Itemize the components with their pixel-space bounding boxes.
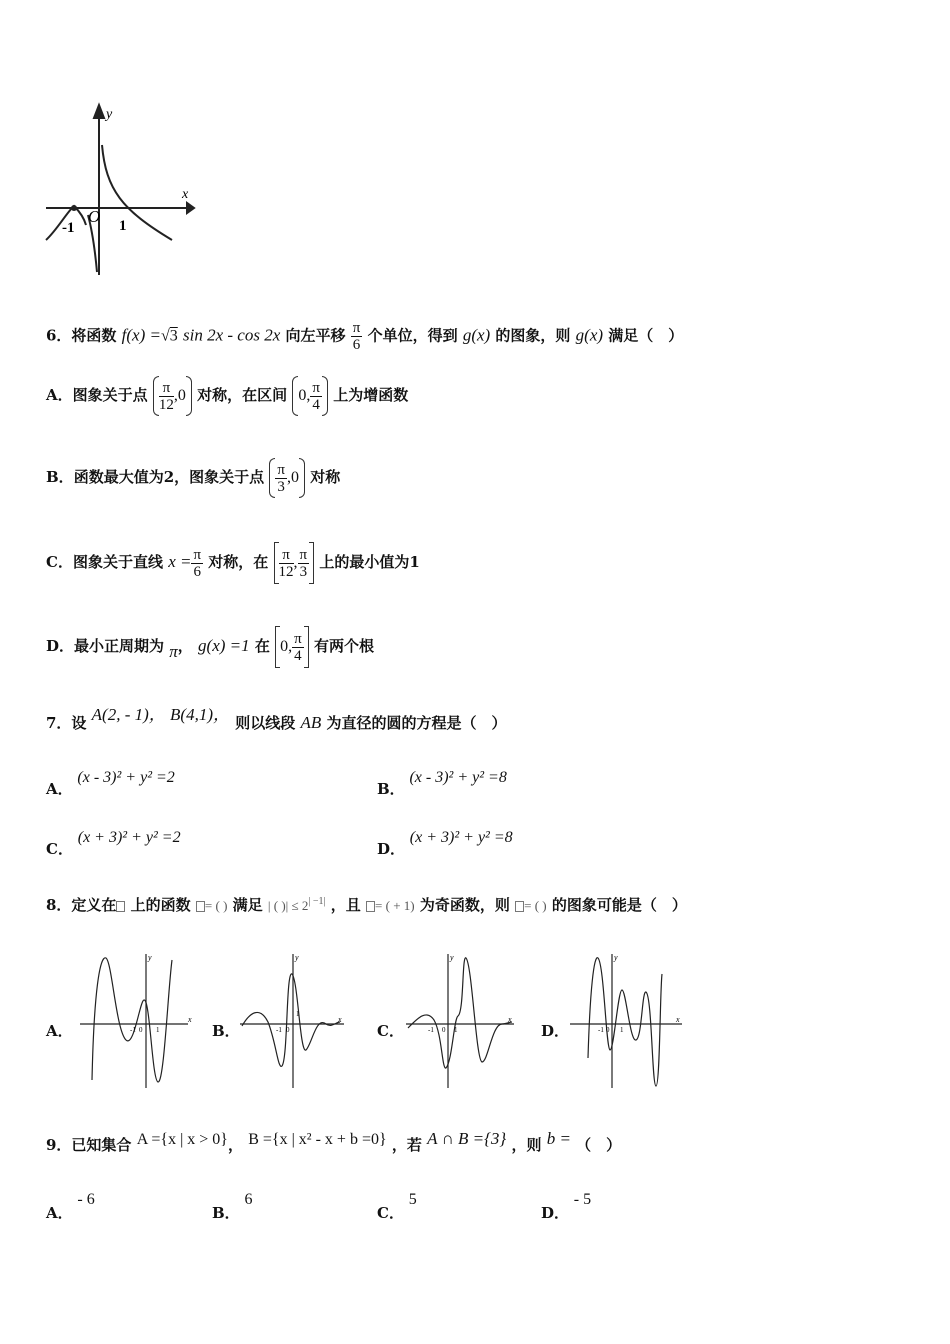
question-8-graph-c[interactable]	[402, 950, 520, 1090]
svg-text:0: 0	[286, 1026, 290, 1034]
question-9-option-a[interactable]: A． - 6	[46, 1191, 95, 1222]
svg-text:-1: -1	[276, 1026, 282, 1034]
question-6-option-d[interactable]: D．最小正周期为 π， g(x) =1 在 0, $\frac{\pi}{4}$ 有两个根	[46, 626, 374, 668]
question-8-label-c[interactable]: C．	[377, 1022, 404, 1040]
question-6-option-c[interactable]: C．图象关于直线 x = $\frac{\pi}{6}$ 对称，在 $\frac{\pi}{12}$ , $\frac{\pi}{3}$ 上的最小值为1	[46, 542, 420, 584]
svg-text:-1: -1	[598, 1026, 604, 1034]
svg-text:-1: -1	[130, 1026, 136, 1034]
question-9-option-c[interactable]: C． 5	[377, 1191, 417, 1222]
question-7-option-c[interactable]: C． (x + 3)² + y² =2	[46, 829, 181, 858]
question-7-stem: 7．设 A(2, - 1)， B(4,1)， 则以线段 AB 为直径的圆的方程是（ ）	[46, 705, 507, 732]
svg-text:0: 0	[139, 1026, 143, 1034]
svg-text:-1: -1	[428, 1026, 434, 1034]
top-function-graph	[42, 100, 202, 280]
x-axis-arrow	[187, 203, 194, 213]
y-axis-arrow	[94, 105, 104, 118]
svg-text:x: x	[508, 1015, 512, 1024]
svg-text:x: x	[188, 1015, 192, 1024]
question-7-option-d[interactable]: D． (x + 3)² + y² =8	[377, 829, 513, 858]
svg-text:1: 1	[296, 1010, 300, 1018]
question-8-graph-d[interactable]	[566, 950, 688, 1090]
question-7-option-b[interactable]: B． (x - 3)² + y² =8	[377, 769, 507, 798]
missing-glyph-icon	[515, 901, 524, 912]
question-6-option-a[interactable]: A．图象关于点 $\frac{\pi}{12}$ ,0 对称，在区间 0, $\frac{\pi}{4}$ 上为增函数	[46, 376, 408, 416]
question-9-stem: 9．已知集合 A ={x | x > 0}， B ={x | x² - x + b =0} ，若 A ∩ B ={3} ，则 b = （ ）	[46, 1129, 622, 1154]
svg-text:y: y	[450, 953, 454, 962]
question-7-option-a[interactable]: A． (x - 3)² + y² =2	[46, 769, 175, 798]
svg-text:0: 0	[606, 1026, 610, 1034]
origin-label: O	[88, 207, 101, 226]
svg-text:1: 1	[156, 1026, 160, 1034]
question-8-label-b[interactable]: B．	[212, 1022, 240, 1040]
x-axis-label: x	[182, 187, 189, 202]
question-8-graph-a[interactable]	[76, 950, 196, 1090]
missing-glyph-icon	[116, 901, 125, 912]
svg-text:y: y	[295, 953, 299, 962]
question-6-stem: 6．将函数 f(x) =√3 sin 2x - cos 2x 向左平移 $\frac{\pi}{6}$ 个单位，得到 g(x) 的图象，则 g(x) 满足（ ）	[46, 320, 684, 353]
question-9-option-d[interactable]: D． - 5	[541, 1191, 592, 1222]
tick-1: 1	[119, 218, 127, 234]
svg-text:x: x	[338, 1015, 342, 1024]
svg-text:y: y	[614, 953, 618, 962]
question-8-stem: 8．定义在 上的函数 = ( ) 满足 | ( )| ≤ $2^{| -1|}$ ，且 = ( + 1) 为奇函数，则 = ( ) 的图象可能是（ ）	[46, 896, 687, 914]
svg-text:1: 1	[454, 1026, 458, 1034]
missing-glyph-icon	[366, 901, 375, 912]
question-6-option-b[interactable]: B．函数最大值为2，图象关于点 $\frac{\pi}{3}$ ,0 对称	[46, 458, 340, 498]
tick-neg1: -1	[62, 220, 75, 236]
missing-glyph-icon	[196, 901, 205, 912]
question-8-label-a[interactable]: A．	[46, 1022, 73, 1040]
point-neg1	[71, 205, 77, 211]
question-8-graph-b[interactable]	[236, 950, 348, 1090]
question-8-label-d[interactable]: D．	[541, 1022, 570, 1040]
y-axis-label: y	[106, 107, 113, 122]
svg-text:x: x	[676, 1015, 680, 1024]
svg-text:0: 0	[442, 1026, 446, 1034]
svg-text:y: y	[148, 953, 152, 962]
right-branch-curve	[102, 145, 172, 240]
question-9-option-b[interactable]: B． 6	[212, 1191, 253, 1222]
svg-text:1: 1	[620, 1026, 624, 1034]
